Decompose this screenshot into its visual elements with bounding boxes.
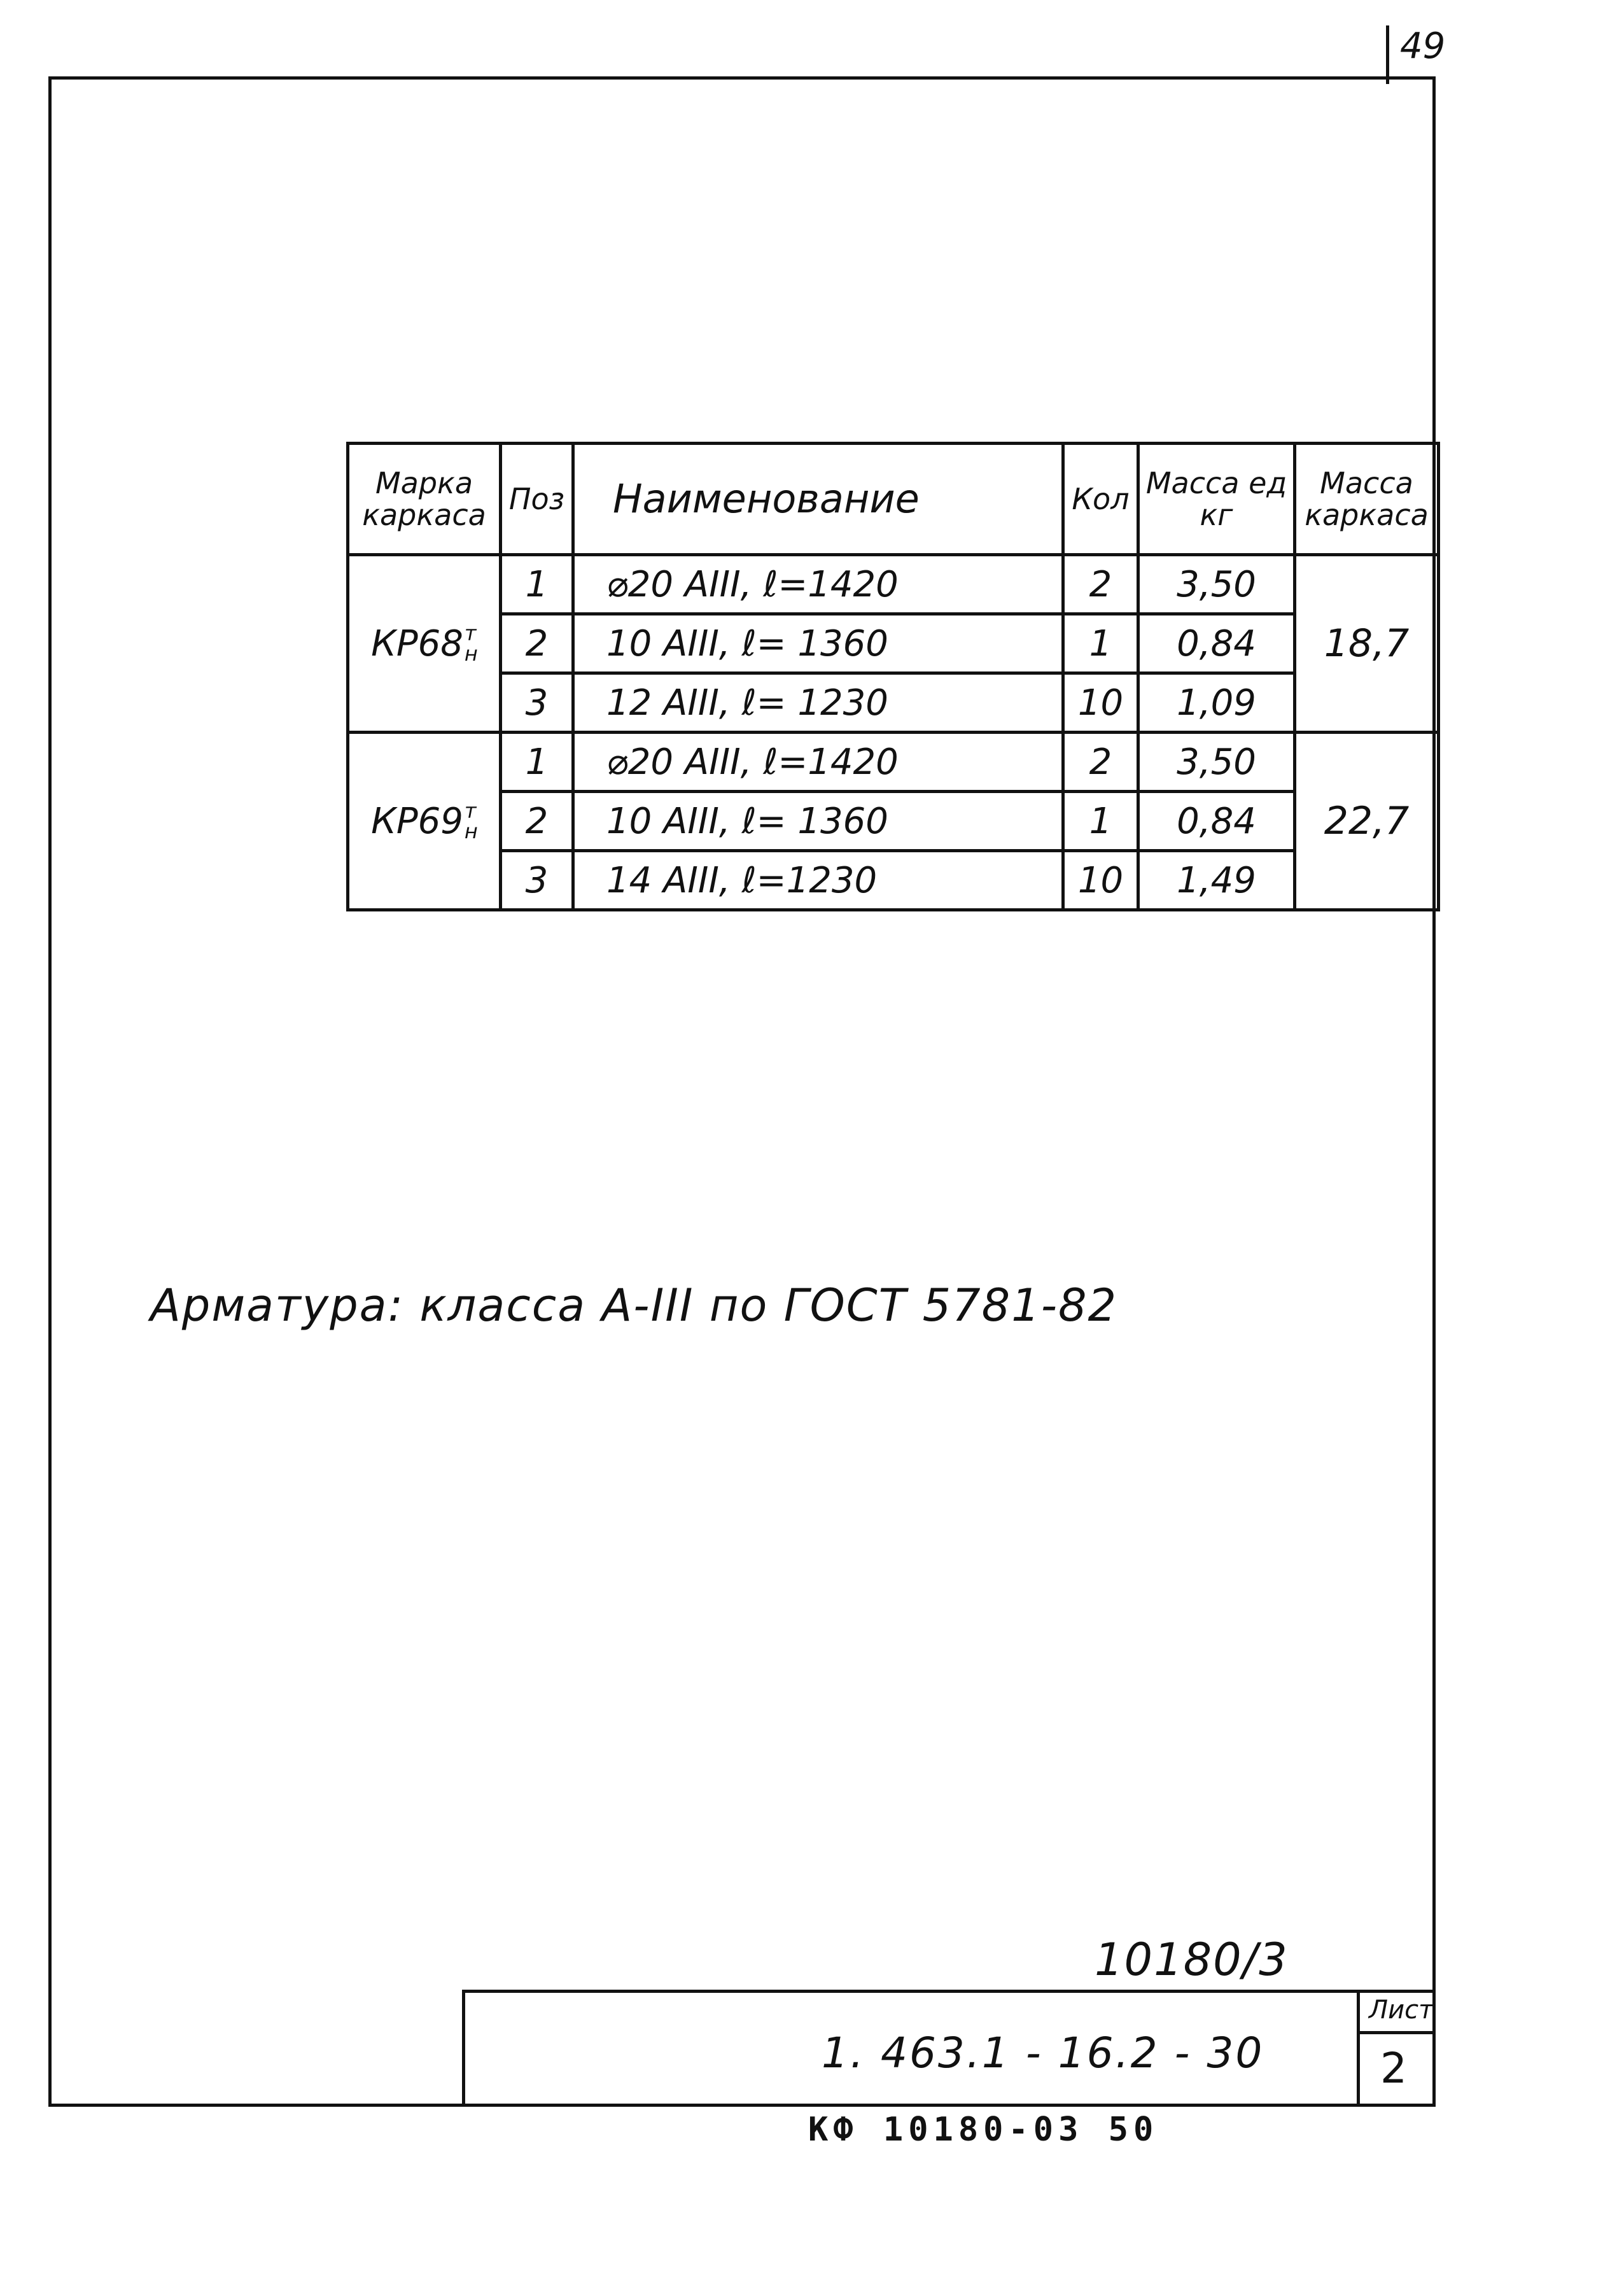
order-number: 10180/3 (1095, 1934, 1289, 1986)
sheet-number: 2 (1380, 2044, 1407, 2093)
table-row (348, 792, 1439, 851)
name-cell: 12 АIII, ℓ= 1230 (573, 673, 1063, 733)
sheet-divider (1360, 2031, 1436, 2034)
frame-mark-sub: н (464, 642, 478, 666)
qty-cell: 1 (1063, 614, 1138, 673)
frame-mark-cell (348, 555, 501, 733)
header-pos: Поз (501, 444, 573, 555)
header-mark: Марка каркаса (348, 444, 501, 555)
name-cell: ⌀20 АIII, ℓ=1420 (573, 555, 1063, 614)
table-row (348, 555, 1439, 614)
frame-mark-sup: т (464, 621, 477, 646)
qty-cell: 10 (1063, 673, 1138, 733)
frame-mark: КР69 (371, 800, 463, 842)
pos-cell: 2 (501, 792, 573, 851)
reinforcement-note: Арматура: класса А-III по ГОСТ 5781-82 (150, 1279, 1118, 1332)
qty-cell: 2 (1063, 733, 1138, 792)
unit-mass-cell: 3,50 (1138, 555, 1295, 614)
pos-cell: 3 (501, 673, 573, 733)
qty-cell: 2 (1063, 555, 1138, 614)
table-row (348, 614, 1439, 673)
frame-mass-cell: 18,7 (1295, 555, 1439, 733)
table-row (348, 733, 1439, 792)
table-row (348, 851, 1439, 910)
frame-mark: КР68 (371, 622, 463, 664)
drawing-frame (48, 76, 1436, 2107)
qty-cell: 1 (1063, 792, 1138, 851)
unit-mass-cell: 0,84 (1138, 792, 1295, 851)
header-qty: Кол (1063, 444, 1138, 555)
name-cell: 10 АIII, ℓ= 1360 (573, 792, 1063, 851)
table-row (348, 673, 1439, 733)
header-unit-mass: Масса ед кг (1138, 444, 1295, 555)
frame-mark-sub: н (464, 819, 478, 844)
frame-mark-cell (348, 733, 501, 910)
name-cell: 14 АIII, ℓ=1230 (573, 851, 1063, 910)
corner-line (1386, 25, 1389, 84)
unit-mass-cell: 0,84 (1138, 614, 1295, 673)
pos-cell: 1 (501, 733, 573, 792)
title-block (462, 1990, 1436, 2107)
pos-cell: 1 (501, 555, 573, 614)
header-frame-mass: Масса каркаса (1295, 444, 1439, 555)
specification-table (346, 442, 1440, 911)
header-name: Наименование (573, 444, 1063, 555)
qty-cell: 10 (1063, 851, 1138, 910)
page-number: 49 (1400, 25, 1446, 67)
frame-mark-sup: т (464, 799, 477, 824)
unit-mass-cell: 3,50 (1138, 733, 1295, 792)
archive-code: КФ 10180-03 50 (808, 2111, 1159, 2149)
unit-mass-cell: 1,49 (1138, 851, 1295, 910)
name-cell: 10 АIII, ℓ= 1360 (573, 614, 1063, 673)
sheet-label: Лист (1369, 1995, 1434, 2025)
unit-mass-cell: 1,09 (1138, 673, 1295, 733)
name-cell: ⌀20 АIII, ℓ=1420 (573, 733, 1063, 792)
frame-mass-cell: 22,7 (1295, 733, 1439, 910)
pos-cell: 2 (501, 614, 573, 673)
table-header-row (348, 444, 1439, 555)
pos-cell: 3 (501, 851, 573, 910)
sheet-box (1357, 1993, 1436, 2107)
document-number: 1. 463.1 - 16.2 - 30 (822, 2028, 1264, 2078)
